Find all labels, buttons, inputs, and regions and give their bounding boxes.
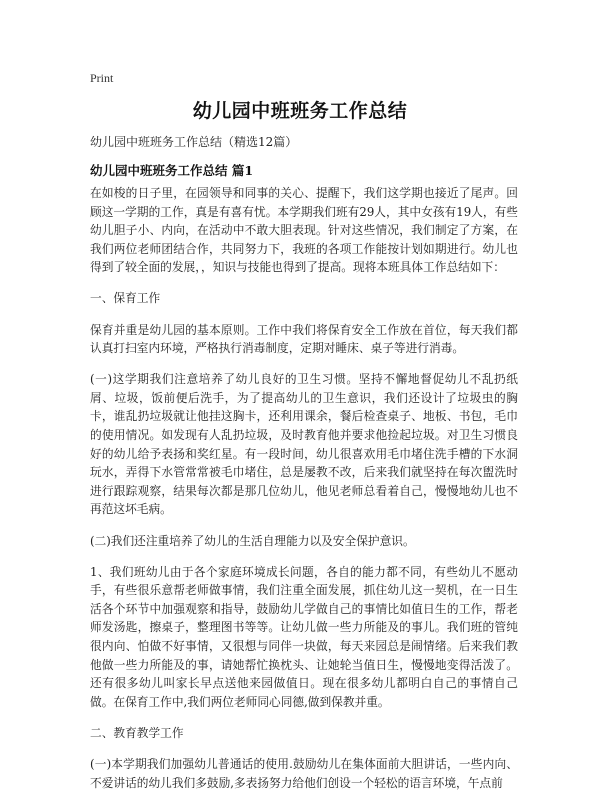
paragraph-self-care: (二)我们还注重培养了幼儿的生活自理能力以及安全保护意识。 [90,533,415,548]
paragraph-care-principle: 保育并重是幼儿园的基本原则。工作中我们将保育安全工作放在首位，每天我们都认真打扫室内环境，严格执行消毒制度，定期对睡床、桌子等进行消毒。 [90,322,518,356]
page-title: 幼儿园中班班务工作总结 [192,100,408,122]
paragraph-development: 1、我们班幼儿由于各个家庭环境成长问题，各自的能力都不同，有些幼儿不愿动手，有些很乐意帮老师做事情，我们注重全面发展，抓住幼儿这一契机，在一日生活各个环节中加强观察和指导，鼓励幼儿学做自己的事情比如值日生的工作，帮老师发汤匙，擦桌子，整理图书等等。让幼儿做一些力所能及的事儿。我们班的管纯很内向、怕做不好事情，又很想与同伴一块做，每天来园总是闹情绪。后来我们教他做一些力所能及的事，请她帮忙换枕头、让她轮当值日生，慢慢地变得活泼了。还有很多幼儿叫家长早点送他来园做值日。现在很多幼儿都明白自己的事情自己做。在保育工作中,我们两位老师同心同德,做到保教并重。 [90,564,518,709]
document-body [90,184,518,805]
paragraph-intro: 在如梭的日子里，在园领导和同事的关心、提醒下，我们这学期也接近了尾声。回顾这一学期的工作，真是有喜有忧。本学期我们班有29人，其中女孩有19人，有些幼儿胆子小、内向，在活动中不敢大胆表现。针对这些情况，我们制定了方案，在我们两位老师团结合作，共同努力下，我班的各项工作能按计划如期进行。幼儿也得到了较全面的发展，，知识与技能也得到了提高。现将本班具体工作总结如下： [90,186,518,275]
document-subtitle: 幼儿园中班班务工作总结（精选12篇） [90,135,298,149]
paragraph-mandarin: (一)本学期我们加强幼儿普通话的使用.鼓励幼儿在集体面前大胆讲话，一些内向、不爱讲话的幼儿我们多鼓励,多表扬努力给他们创设一个轻松的语言环境，午点前 [90,756,518,790]
print-label[interactable]: Print [90,71,114,85]
section-heading: 幼儿园中班班务工作总结 篇1 [90,163,254,178]
paragraph-hygiene-habits: (一)这学期我们注意培养了幼儿良好的卫生习惯。坚持不懈地督促幼儿不乱扔纸屑、垃圾，饭前便后洗手，为了提高幼儿的卫生意识，我们还设计了垃圾虫的胸卡，谁乱扔垃圾就让他挂这胸卡，还利用课余，餐后检查桌子、地板、书包，毛巾的使用情况。如发现有人乱扔垃圾，及时教育他并要求他捡起垃圾。对卫生习惯良好的幼儿给予表扬和奖红星。有一段时间，幼儿很喜欢用毛巾堵住洗手槽的下水洞玩水，弄得下水管常常被毛巾堵住，总是屡教不改，后来我们就坚持在每次盥洗时进行跟踪观察，结果每次都是那几位幼儿，他见老师总看着自己，慢慢地幼儿也不再范这坏毛病。 [90,372,518,517]
heading-education-work: 二、教育教学工作 [90,725,184,740]
heading-care-work: 一、保育工作 [90,291,161,306]
